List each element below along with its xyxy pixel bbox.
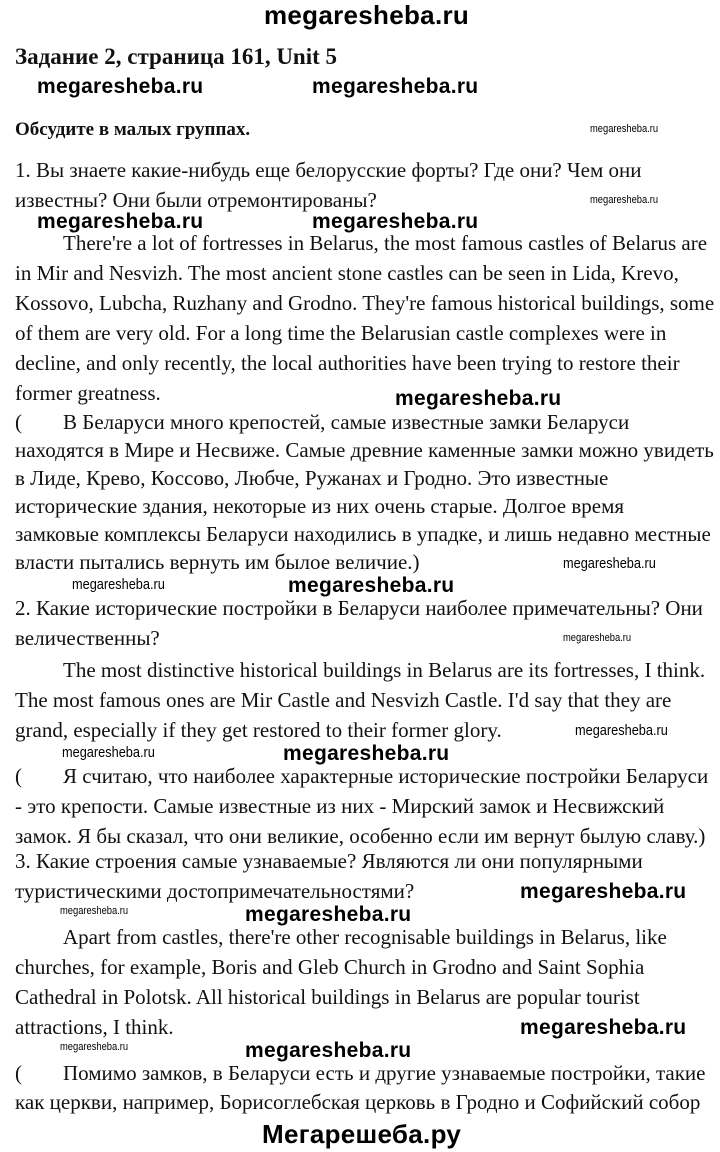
answer-3: Apart from castles, there're other recognisable buildings in Belarus, like [63, 925, 667, 949]
footer-watermark: Мегарешеба.ру [262, 1119, 462, 1149]
watermark: megaresheba.ru [72, 576, 165, 593]
answer-1: of them are very old. For a long time the Belarusian castle complexes were in [15, 321, 667, 345]
question-1: 1. Вы знаете какие-нибудь еще белорусские форты? Где они? Чем они [15, 158, 642, 182]
answer-3: attractions, I think. [15, 1015, 174, 1039]
question-2: величественны? [15, 626, 160, 650]
watermark: megaresheba.ru [590, 123, 659, 135]
translation-1: власти пытались вернуть им былое величие.) [15, 550, 420, 574]
watermark: megaresheba.ru [395, 387, 562, 410]
page-title: Задание 2, страница 161, Unit 5 [15, 44, 338, 69]
translation-2: ( [15, 764, 22, 788]
watermark: megaresheba.ru [312, 210, 479, 233]
translation-1: находятся в Мире и Несвиже. Самые древние каменные замки можно увидеть [15, 438, 714, 462]
translation-3: как церкви, например, Борисоглебская церковь в Гродно и Софийский собор [15, 1090, 701, 1114]
translation-2: - это крепости. Самые известные из них - Мирский замок и Несвижский [15, 794, 665, 818]
watermark: megaresheba.ru [520, 880, 687, 903]
translation-1: ( [15, 410, 22, 434]
watermark: megaresheba.ru [590, 194, 659, 206]
translation-2: замок. Я бы сказал, что они великие, особенно если им вернут былую славу.) [15, 824, 706, 848]
translation-1: замковые комплексы Беларуси находились в упадке, и лишь недавно местные [15, 522, 711, 546]
question-1: известны? Они были отремонтированы? [15, 188, 377, 212]
watermark: megaresheba.ru [520, 1016, 687, 1039]
watermark: megaresheba.ru [288, 574, 455, 597]
question-3: туристическими достопримечательностями? [15, 879, 415, 903]
header-watermark: megaresheba.ru [264, 0, 470, 30]
answer-1: decline, and only recently, the local authorities have been trying to restore their [15, 351, 680, 375]
watermark: megaresheba.ru [563, 632, 632, 644]
translation-2: Я считаю, что наиболее характерные исторические постройки Беларуси [63, 764, 709, 788]
answer-1: Kossovo, Lubcha, Ruzhany and Grodno. They're famous historical buildings, some [15, 291, 715, 315]
watermark: megaresheba.ru [575, 722, 668, 739]
answer-1: There're a lot of fortresses in Belarus, the most famous castles of Belarus are [63, 231, 708, 255]
answer-1: former greatness. [15, 381, 161, 405]
watermark: megaresheba.ru [245, 1039, 412, 1062]
watermark: megaresheba.ru [245, 903, 412, 926]
translation-1: исторические здания, некоторые из них очень старые. Долгое время [15, 494, 625, 518]
question-2: 2. Какие исторические постройки в Беларуси наиболее примечательны? Они [15, 596, 703, 620]
translation-1: в Лиде, Крево, Коссово, Любче, Ружанах и Гродно. Это известные [15, 466, 609, 490]
answer-2: grand, especially if they get restored to their former glory. [15, 718, 502, 742]
answer-1: in Mir and Nesvizh. The most ancient stone castles can be seen in Lida, Krevo, [15, 261, 679, 285]
translation-3: Помимо замков, в Беларуси есть и другие узнаваемые постройки, такие [63, 1061, 706, 1085]
watermark: megaresheba.ru [62, 744, 155, 761]
answer-2: The most distinctive historical buildings in Belarus are its fortresses, I think. [63, 658, 706, 682]
watermark: megaresheba.ru [37, 75, 204, 98]
answer-3: Cathedral in Polotsk. All historical buildings in Belarus are popular tourist [15, 985, 640, 1009]
translation-3: ( [15, 1061, 22, 1085]
answer-3: churches, for example, Boris and Gleb Church in Grodno and Saint Sophia [15, 955, 645, 979]
watermark: megaresheba.ru [37, 210, 204, 233]
translation-1: В Беларуси много крепостей, самые известные замки Беларуси [63, 410, 630, 434]
answer-2: The most famous ones are Mir Castle and Nesvizh Castle. I'd say that they are [15, 688, 672, 712]
watermark: megaresheba.ru [312, 75, 479, 98]
question-3: 3. Какие строения самые узнаваемые? Являются ли они популярными [15, 849, 643, 873]
instruction: Обсудите в малых группах. [15, 119, 251, 140]
watermark: megaresheba.ru [60, 905, 129, 917]
watermark: megaresheba.ru [283, 742, 450, 765]
watermark: megaresheba.ru [563, 555, 656, 572]
watermark: megaresheba.ru [60, 1041, 129, 1053]
